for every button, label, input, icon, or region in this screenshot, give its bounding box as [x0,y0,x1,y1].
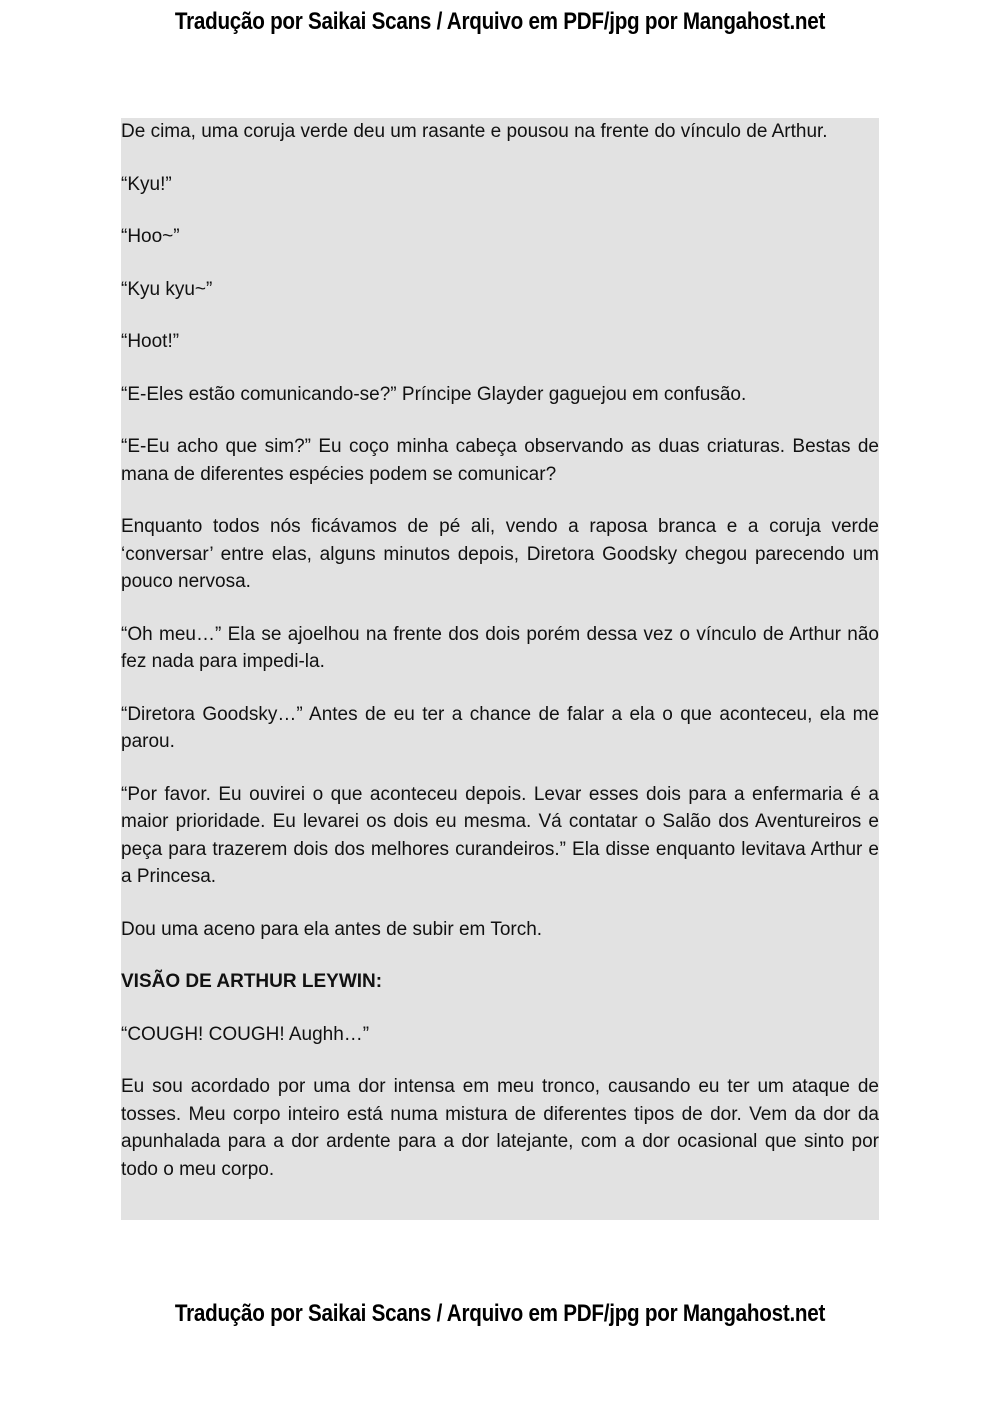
paragraph: “Hoo~” [121,226,180,247]
document-body [121,118,879,1220]
paragraph: De cima, uma coruja verde deu um rasante e pousou na frente do vínculo de Arthur. [121,121,828,142]
header-banner: Tradução por Saikai Scans / Arquivo em PDF/jpg por Mangahost.net [174,8,826,35]
paragraph: “E-Eu acho que sim?” Eu coço minha cabeça observando as duas criaturas. Bestas de mana de diferentes espécies podem se comunicar? [121,436,879,485]
paragraph: Eu sou acordado por uma dor intensa em meu tronco, causando eu ter um ataque de tosses. Meu corpo inteiro está numa mistura de diferentes tipos de dor. Vem da dor da apunhalada para a dor ardente para a dor latejante, com a dor ocasional que sinto por todo o meu corpo. [121,1076,879,1180]
paragraph: Dou uma aceno para ela antes de subir em Torch. [121,918,543,940]
paragraph: “E-Eles estão comunicando-se?” Príncipe Glayder gaguejou em confusão. [121,383,747,405]
paragraph: “Hoot!” [121,331,180,352]
paragraph: “Por favor. Eu ouvirei o que aconteceu depois. Levar esses dois para a enfermaria é a maior prioridade. Eu levarei os dois eu mesma. Vá contatar o Salão dos Aventureiros e peça para trazerem dois dos melhores curandeiros.” Ela disse enquanto levitava Arthur e a Princesa. [121,783,879,887]
paragraph: “Oh meu…” Ela se ajoelhou na frente dos dois porém dessa vez o vínculo de Arthur não fez nada para impedi-la. [121,623,879,672]
paragraph: Enquanto todos nós ficávamos de pé ali, vendo a raposa branca e a coruja verde ‘conversar’ entre elas, alguns minutos depois, Diretora Goodsky chegou parecendo um pouco nervosa. [121,516,879,592]
section-heading: VISÃO DE ARTHUR LEYWIN: [121,971,383,992]
paragraph: “Kyu!” [121,173,172,195]
paragraph: “COUGH! COUGH! Aughh…” [121,1023,370,1045]
paragraph: “Diretora Goodsky…” Antes de eu ter a chance de falar a ela o que aconteceu, ela me parou. [121,703,879,752]
footer-banner: Tradução por Saikai Scans / Arquivo em PDF/jpg por Mangahost.net [174,1300,826,1327]
paragraph: “Kyu kyu~” [121,278,213,300]
